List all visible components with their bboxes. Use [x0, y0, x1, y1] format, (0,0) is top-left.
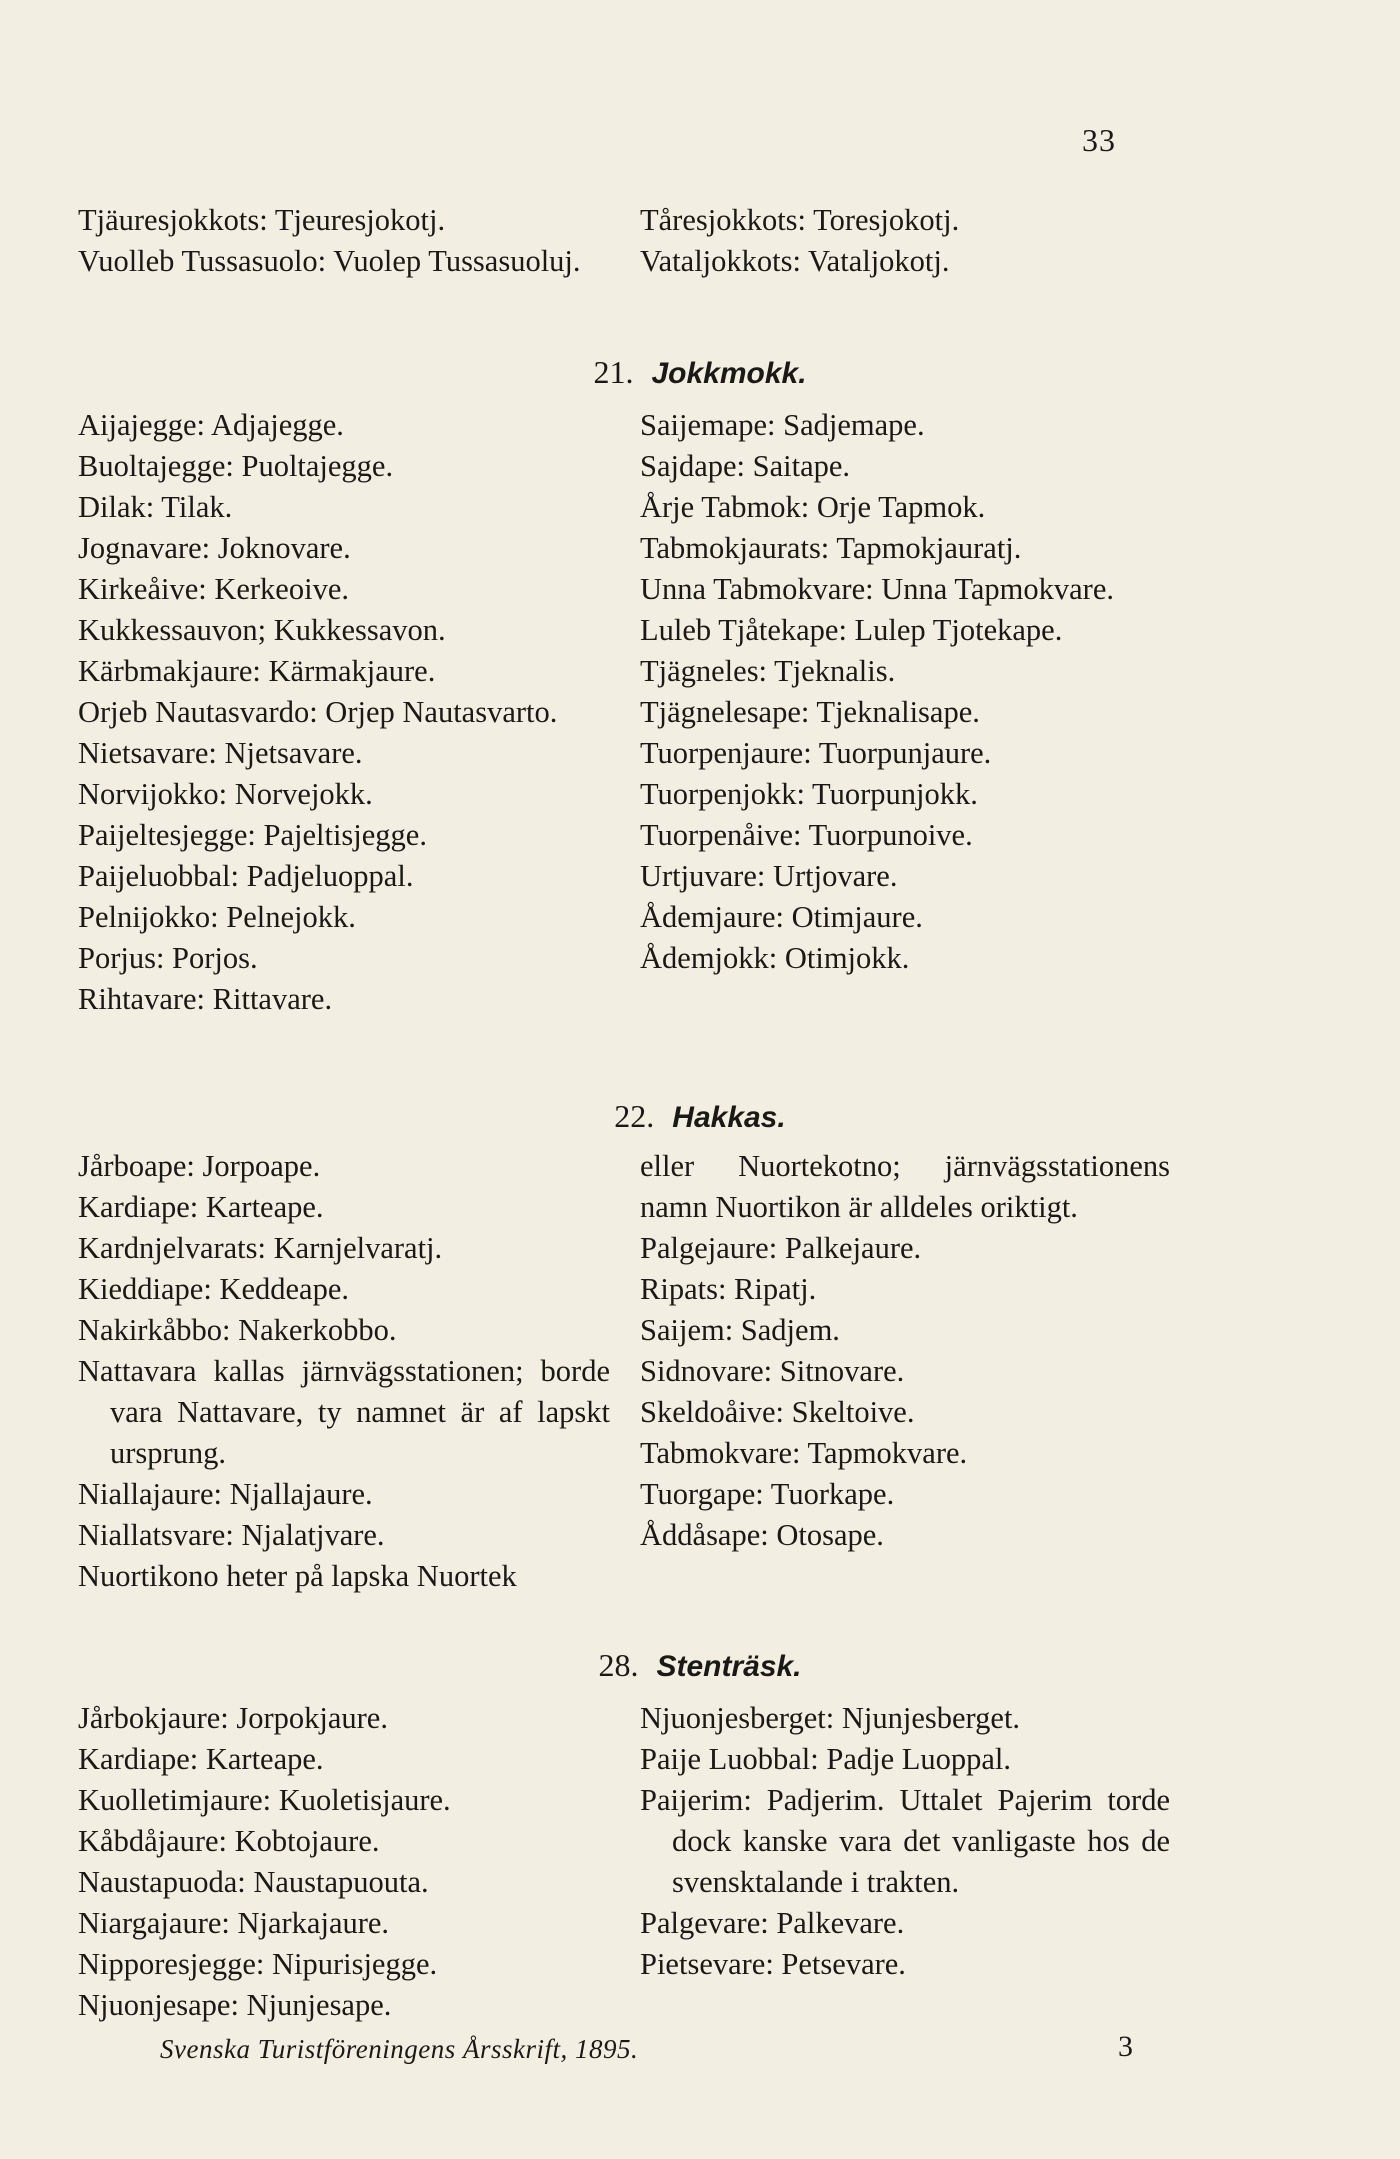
entry: Saijemape: Sadjemape. — [640, 408, 925, 442]
entry: Paijeluobbal: Padjeluoppal. — [78, 859, 414, 893]
entry: Tåresjokkots: Toresjokotj. — [640, 203, 960, 237]
entry: Vataljokkots: Vataljokotj. — [640, 244, 950, 278]
entry: Luleb Tjåtekape: Lulep Tjotekape. — [640, 613, 1063, 647]
entry: Kärbmakjaure: Kärmakjaure. — [78, 654, 436, 688]
section-22-right-column — [640, 1146, 1170, 1556]
entry: Aijajegge: Adjajegge. — [78, 408, 344, 442]
section-heading-21 — [0, 352, 1400, 394]
entry: Tuorpenjaure: Tuorpunjaure. — [640, 736, 992, 770]
entry: Njuonjesberget: Njunjesberget. — [640, 1701, 1021, 1735]
section-name: Hakkas. — [672, 1101, 786, 1134]
entry: Niallatsvare: Njalatjvare. — [78, 1518, 385, 1552]
entry: Nakirkåbbo: Nakerkobbo. — [78, 1313, 397, 1347]
entry: Kardiape: Karteape. — [78, 1190, 324, 1224]
entry: Tuorpenjokk: Tuorpunjokk. — [640, 777, 978, 811]
entry: Kardnjelvarats: Karnjelvaratj. — [78, 1231, 443, 1265]
entry: Rihtavare: Rittavare. — [78, 982, 333, 1016]
signature-mark: 3 — [1118, 2030, 1133, 2063]
entry: eller Nuortekotno; järnvägsstationens namn Nuortikon är alldeles oriktigt. — [640, 1149, 1170, 1224]
section-22-left-column — [78, 1146, 610, 1597]
section-21-left-column — [78, 405, 610, 1020]
entry: Palgevare: Palkevare. — [640, 1906, 905, 1940]
entry: Niallajaure: Njallajaure. — [78, 1477, 373, 1511]
entry: Saijem: Sadjem. — [640, 1313, 840, 1347]
entry: Nietsavare: Njetsavare. — [78, 736, 363, 770]
journal-footer: Svenska Turistföreningens Årsskrift, 1895. — [160, 2034, 639, 2064]
entry: Jognavare: Joknovare. — [78, 531, 351, 565]
section-number: 28. — [598, 1647, 639, 1683]
section-28-left-column — [78, 1698, 610, 2026]
section-28-right-column — [640, 1698, 1170, 1985]
entry: Kuolletimjaure: Kuoletisjaure. — [78, 1783, 451, 1817]
entry: Tjäuresjokkots: Tjeuresjokotj. — [78, 203, 446, 237]
entry: Niargajaure: Njarkajaure. — [78, 1906, 390, 1940]
entry: Nattavara kallas järnvägsstationen; borde vara Nattavare, ty namnet är af lapskt ursprung. — [78, 1354, 610, 1470]
entry: Dilak: Tilak. — [78, 490, 233, 524]
entry: Tabmokvare: Tapmokvare. — [640, 1436, 968, 1470]
entry: Ripats: Ripatj. — [640, 1272, 817, 1306]
entry: Tabmokjaurats: Tapmokjauratj. — [640, 531, 1022, 565]
entry: Buoltajegge: Puoltajegge. — [78, 449, 394, 483]
entry: Paijeltesjegge: Pajeltisjegge. — [78, 818, 427, 852]
entry: Paijerim: Padjerim. Uttalet Pajerim torde dock kanske vara det vanligaste hos de svensktalande i trakten. — [640, 1783, 1170, 1899]
entry: Sajdape: Saitape. — [640, 449, 851, 483]
entry: Tjägnelesape: Tjeknalisape. — [640, 695, 980, 729]
entry: Njuonjesape: Njunjesape. — [78, 1988, 392, 2022]
entry: Sidnovare: Sitnovare. — [640, 1354, 905, 1388]
entry: Nuortikono heter på lapska Nuortek — [78, 1559, 517, 1593]
entry: Unna Tabmokvare: Unna Tapmokvare. — [640, 572, 1114, 606]
entry: Tjägneles: Tjeknalis. — [640, 654, 896, 688]
entry: Kirkeåive: Kerkeoive. — [78, 572, 349, 606]
entry: Nipporesjegge: Nipurisjegge. — [78, 1947, 438, 1981]
entry: Palgejaure: Palkejaure. — [640, 1231, 922, 1265]
entry: Porjus: Porjos. — [78, 941, 258, 975]
top-right-column — [640, 200, 1170, 282]
entry: Tuorgape: Tuorkape. — [640, 1477, 895, 1511]
section-21-right-column — [640, 405, 1170, 979]
entry: Naustapuoda: Naustapuouta. — [78, 1865, 429, 1899]
entry: Ådemjaure: Otimjaure. — [640, 900, 923, 934]
entry: Tuorpenåive: Tuorpunoive. — [640, 818, 973, 852]
section-heading-22 — [0, 1096, 1400, 1138]
entry: Kukkessauvon; Kukkessavon. — [78, 613, 446, 647]
entry: Skeldoåive: Skeltoive. — [640, 1395, 915, 1429]
entry: Jårboape: Jorpoape. — [78, 1149, 321, 1183]
entry: Kieddiape: Keddeape. — [78, 1272, 349, 1306]
entry: Urtjuvare: Urtjovare. — [640, 859, 898, 893]
section-number: 22. — [614, 1098, 655, 1134]
entry: Pelnijokko: Pelnejokk. — [78, 900, 356, 934]
section-name: Jokkmokk. — [651, 357, 807, 390]
entry: Årje Tabmok: Orje Tapmok. — [640, 490, 986, 524]
page-number: 33 — [1082, 122, 1116, 158]
entry: Norvijokko: Norvejokk. — [78, 777, 373, 811]
entry: Kardiape: Karteape. — [78, 1742, 324, 1776]
entry: Jårbokjaure: Jorpokjaure. — [78, 1701, 388, 1735]
entry: Kåbdåjaure: Kobtojaure. — [78, 1824, 380, 1858]
entry: Vuolleb Tussasuolo: Vuolep Tussasuoluj. — [78, 244, 581, 278]
top-left-column — [78, 200, 610, 282]
section-heading-28 — [0, 1645, 1400, 1687]
entry: Orjeb Nautasvardo: Orjep Nautasvarto. — [78, 695, 558, 729]
entry: Paije Luobbal: Padje Luoppal. — [640, 1742, 1012, 1776]
section-number: 21. — [593, 354, 634, 390]
entry: Pietsevare: Petsevare. — [640, 1947, 906, 1981]
entry: Ådemjokk: Otimjokk. — [640, 941, 910, 975]
section-name: Stenträsk. — [656, 1650, 802, 1683]
entry: Åddåsape: Otosape. — [640, 1518, 884, 1552]
